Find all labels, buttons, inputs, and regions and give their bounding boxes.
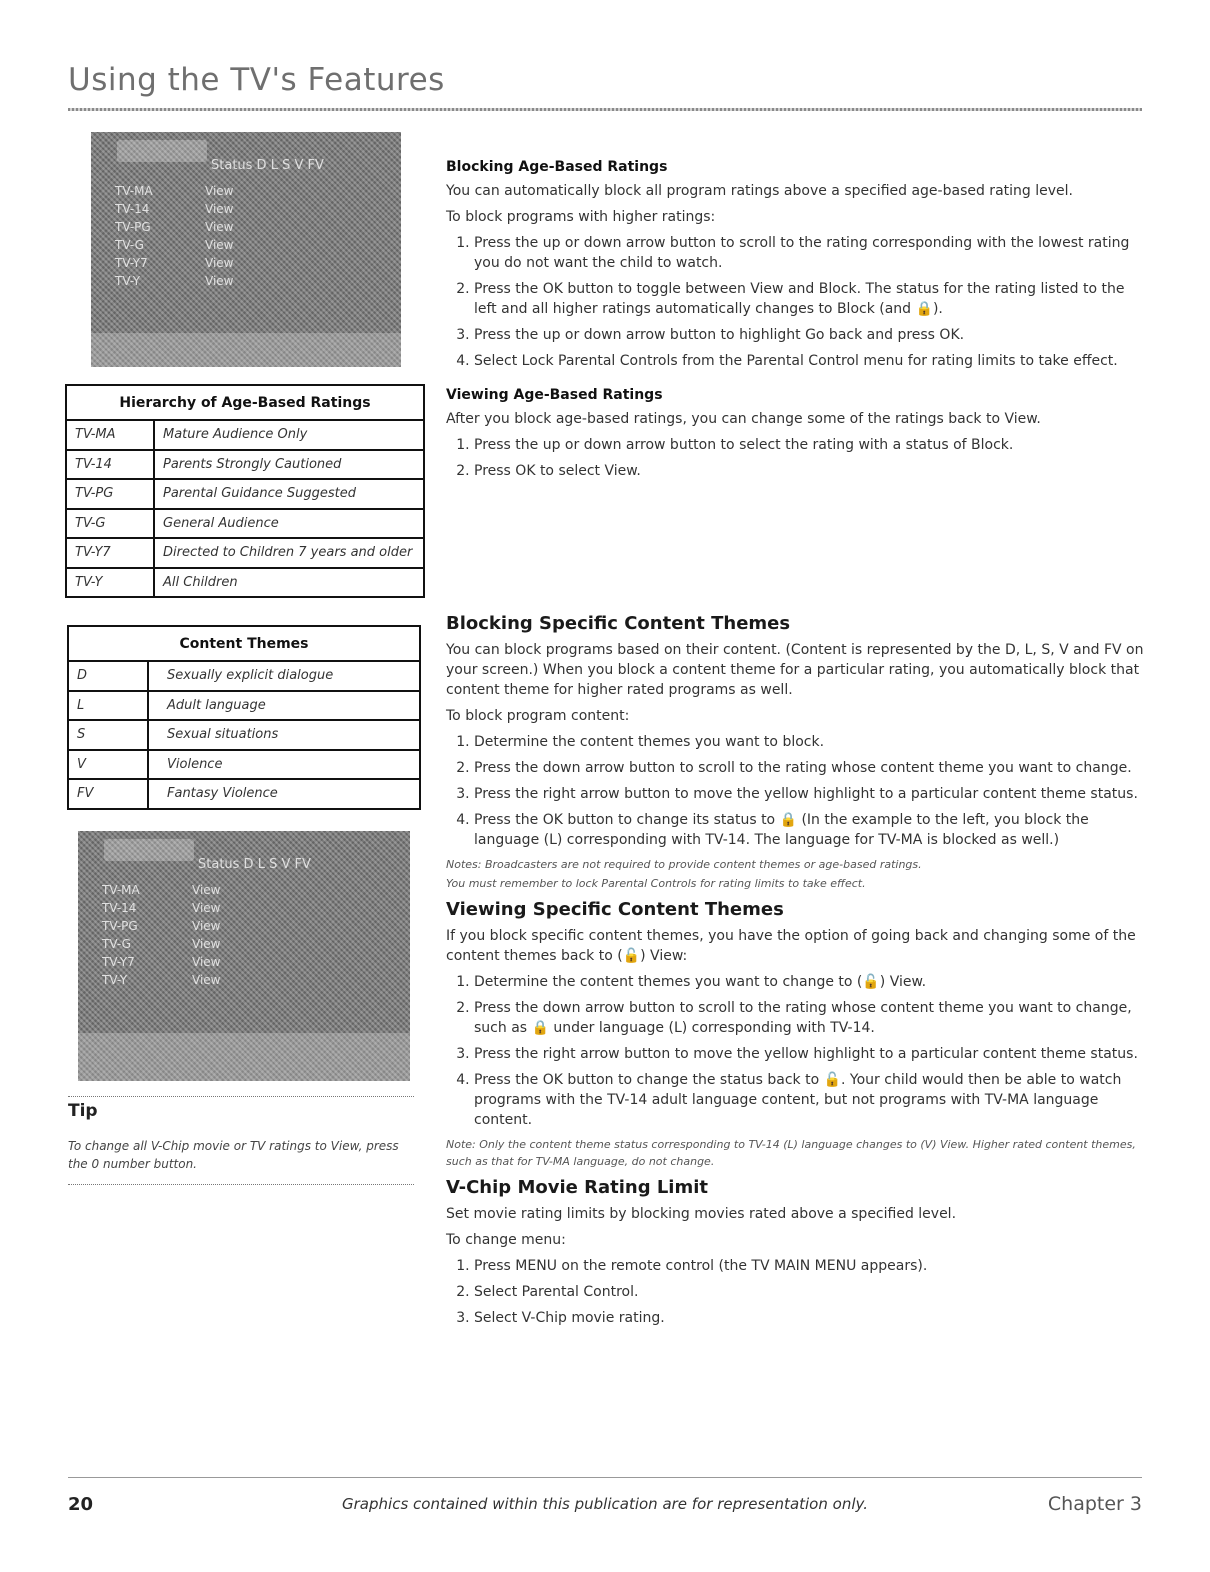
rating-description: General Audience <box>154 509 424 539</box>
age-ratings-screenshot <box>91 132 401 367</box>
table-row <box>66 538 424 568</box>
list-item: 1. Press MENU on the remote control (the TV MAIN MENU appears). <box>474 1256 1146 1276</box>
screen-row: TV-MA View <box>102 883 221 897</box>
rating-code: TV-G <box>66 509 154 539</box>
tip-text: To change all V-Chip movie or TV ratings to View, press the 0 number button. <box>68 1139 399 1171</box>
table-row <box>68 720 420 750</box>
screen-header: Status D L S V FV <box>198 857 311 872</box>
rating-description: Directed to Children 7 years and older <box>154 538 424 568</box>
screen-row: TV-Y View <box>102 973 221 987</box>
blocking-age-lead: To block programs with higher ratings: <box>446 209 716 225</box>
blocking-content-intro: You can block programs based on their content. (Content is represented by the D, L, S, V and FV on your screen.) When you block a content theme for a particular rating, you automatically block that content theme for higher rated programs as well. <box>446 642 1144 698</box>
footer-disclaimer: Graphics contained within this publication are for representation only. <box>342 1495 868 1513</box>
screen-row: TV-MA View <box>115 184 234 198</box>
list-item: 4. Press the OK button to change the status back to 🔓. Your child would then be able to watch programs with the TV-14 adult language content, but not programs with TV-MA language content. <box>474 1070 1146 1130</box>
tip-title: Tip <box>68 1101 98 1121</box>
list-item: 4. Press the OK button to change its status to 🔒 (In the example to the left, you block the language (L) corresponding with TV-14. The language for TV-MA is blocked as well.) <box>474 810 1146 850</box>
table-row <box>66 450 424 480</box>
screen-row: TV-Y7 View <box>102 955 221 969</box>
go-back-button-graphic <box>104 839 194 861</box>
list-item: 2. Press OK to select View. <box>474 461 1146 481</box>
table-row <box>68 779 420 809</box>
list-item: 2. Press the down arrow button to scroll to the rating whose content theme you want to change. <box>474 758 1146 778</box>
content-themes-section <box>446 614 1146 1334</box>
table-row <box>66 509 424 539</box>
viewing-age-heading: Viewing Age-Based Ratings <box>446 387 663 403</box>
rating-code: TV-PG <box>66 479 154 509</box>
title-divider <box>68 108 1142 111</box>
page-number: 20 <box>68 1494 94 1515</box>
screen-row: TV-14 View <box>102 901 221 915</box>
age-table-title: Hierarchy of Age-Based Ratings <box>66 385 424 420</box>
screen-rating-list <box>102 883 252 991</box>
vchip-heading: V-Chip Movie Rating Limit <box>446 1177 709 1198</box>
theme-code: D <box>68 661 148 691</box>
list-item: 3. Press the right arrow button to move the yellow highlight to a particular content theme status. <box>474 1044 1146 1064</box>
rating-code: TV-Y <box>66 568 154 598</box>
rating-code: TV-Y7 <box>66 538 154 568</box>
screen-help-bar <box>78 1033 410 1081</box>
go-back-button-graphic <box>117 140 207 162</box>
rating-code: TV-14 <box>66 450 154 480</box>
theme-code: FV <box>68 779 148 809</box>
viewing-content-intro: If you block specific content themes, you have the option of going back and changing some of the content themes back to (🔓) View: <box>446 928 1136 964</box>
theme-description: Fantasy Violence <box>167 786 278 802</box>
screen-row: TV-G View <box>115 238 234 252</box>
screen-row: TV-PG View <box>115 220 234 234</box>
content-themes-table <box>67 625 421 810</box>
list-item: 3. Press the right arrow button to move the yellow highlight to a particular content theme status. <box>474 784 1146 804</box>
list-item: 2. Select Parental Control. <box>474 1282 1146 1302</box>
theme-description: Sexually explicit dialogue <box>148 661 420 691</box>
list-item: 1. Determine the content themes you want to block. <box>474 732 1146 752</box>
viewing-age-steps <box>446 435 1146 481</box>
list-item: 1. Press the up or down arrow button to select the rating with a status of Block. <box>474 435 1146 455</box>
page-title: Using the TV's Features <box>68 62 445 98</box>
screen-rating-list <box>115 184 265 292</box>
screen-row: TV-Y7 View <box>115 256 234 270</box>
theme-code: V <box>68 750 148 780</box>
theme-code: L <box>68 691 148 721</box>
list-item: 1. Determine the content themes you want to change to (🔓) View. <box>474 972 1146 992</box>
viewing-age-intro: After you block age-based ratings, you can change some of the ratings back to View. <box>446 411 1041 427</box>
table-row <box>68 691 420 721</box>
theme-description: Adult language <box>148 691 420 721</box>
tip-bottom-divider <box>68 1184 414 1185</box>
table-row <box>66 479 424 509</box>
list-item: 2. Press the down arrow button to scroll to the rating whose content theme you want to change, such as 🔒 under language (L) corresponding with TV-14. <box>474 998 1146 1038</box>
chapter-label: Chapter 3 <box>1047 1493 1142 1515</box>
list-item: 1. Press the up or down arrow button to scroll to the rating corresponding with the lowest rating you do not want the child to watch. <box>474 233 1146 273</box>
blocking-content-note: You must remember to lock Parental Controls for rating limits to take effect. <box>446 877 866 890</box>
vchip-lead: To change menu: <box>446 1232 566 1248</box>
age-ratings-section <box>446 157 1146 487</box>
blocking-content-lead: To block program content: <box>446 708 630 724</box>
screen-header: Status D L S V FV <box>211 158 324 173</box>
blocking-content-note: Notes: Broadcasters are not required to provide content themes or age-based ratings. <box>446 858 922 871</box>
blocking-age-intro: You can automatically block all program ratings above a specified age-based rating level. <box>446 183 1073 199</box>
content-themes-screenshot <box>78 831 410 1081</box>
age-ratings-table <box>65 384 425 598</box>
viewing-content-heading: Viewing Specific Content Themes <box>446 899 784 920</box>
screen-row: TV-G View <box>102 937 221 951</box>
rating-description: All Children <box>163 574 238 590</box>
table-row <box>66 420 424 450</box>
table-row <box>68 661 420 691</box>
screen-help-bar <box>91 333 401 367</box>
theme-code: S <box>68 720 148 750</box>
vchip-intro: Set movie rating limits by blocking movies rated above a specified level. <box>446 1206 957 1222</box>
table-row <box>66 568 424 598</box>
blocking-content-heading: Blocking Specific Content Themes <box>446 613 791 634</box>
blocking-age-steps <box>446 233 1146 371</box>
theme-description: Violence <box>148 750 420 780</box>
rating-description: Parental Guidance Suggested <box>154 479 424 509</box>
viewing-content-steps <box>446 972 1146 1130</box>
list-item: 3. Select V-Chip movie rating. <box>474 1308 1146 1328</box>
list-item: 3. Press the up or down arrow button to highlight Go back and press OK. <box>474 325 1146 345</box>
theme-description: Sexual situations <box>148 720 420 750</box>
vchip-steps <box>446 1256 1146 1328</box>
tip-top-divider <box>68 1096 414 1097</box>
screen-row: TV-PG View <box>102 919 221 933</box>
blocking-content-steps <box>446 732 1146 850</box>
viewing-content-note: Note: Only the content theme status corresponding to TV-14 (L) language changes to (V) View. Higher rated content themes, such as that for TV-MA language, do not change. <box>446 1138 1136 1168</box>
screen-row: TV-14 View <box>115 202 234 216</box>
list-item: 2. Press the OK button to toggle between View and Block. The status for the rating listed to the left and all higher ratings automatically changes to Block (and 🔒). <box>474 279 1146 319</box>
list-item: 4. Select Lock Parental Controls from the Parental Control menu for rating limits to take effect. <box>474 351 1146 371</box>
footer-divider <box>68 1477 1142 1478</box>
rating-code: TV-MA <box>66 420 154 450</box>
rating-description: Parents Strongly Cautioned <box>154 450 424 480</box>
rating-description: Mature Audience Only <box>154 420 424 450</box>
screen-row: TV-Y View <box>115 274 234 288</box>
table-row <box>68 750 420 780</box>
content-table-title: Content Themes <box>68 626 420 661</box>
blocking-age-heading: Blocking Age-Based Ratings <box>446 159 668 175</box>
